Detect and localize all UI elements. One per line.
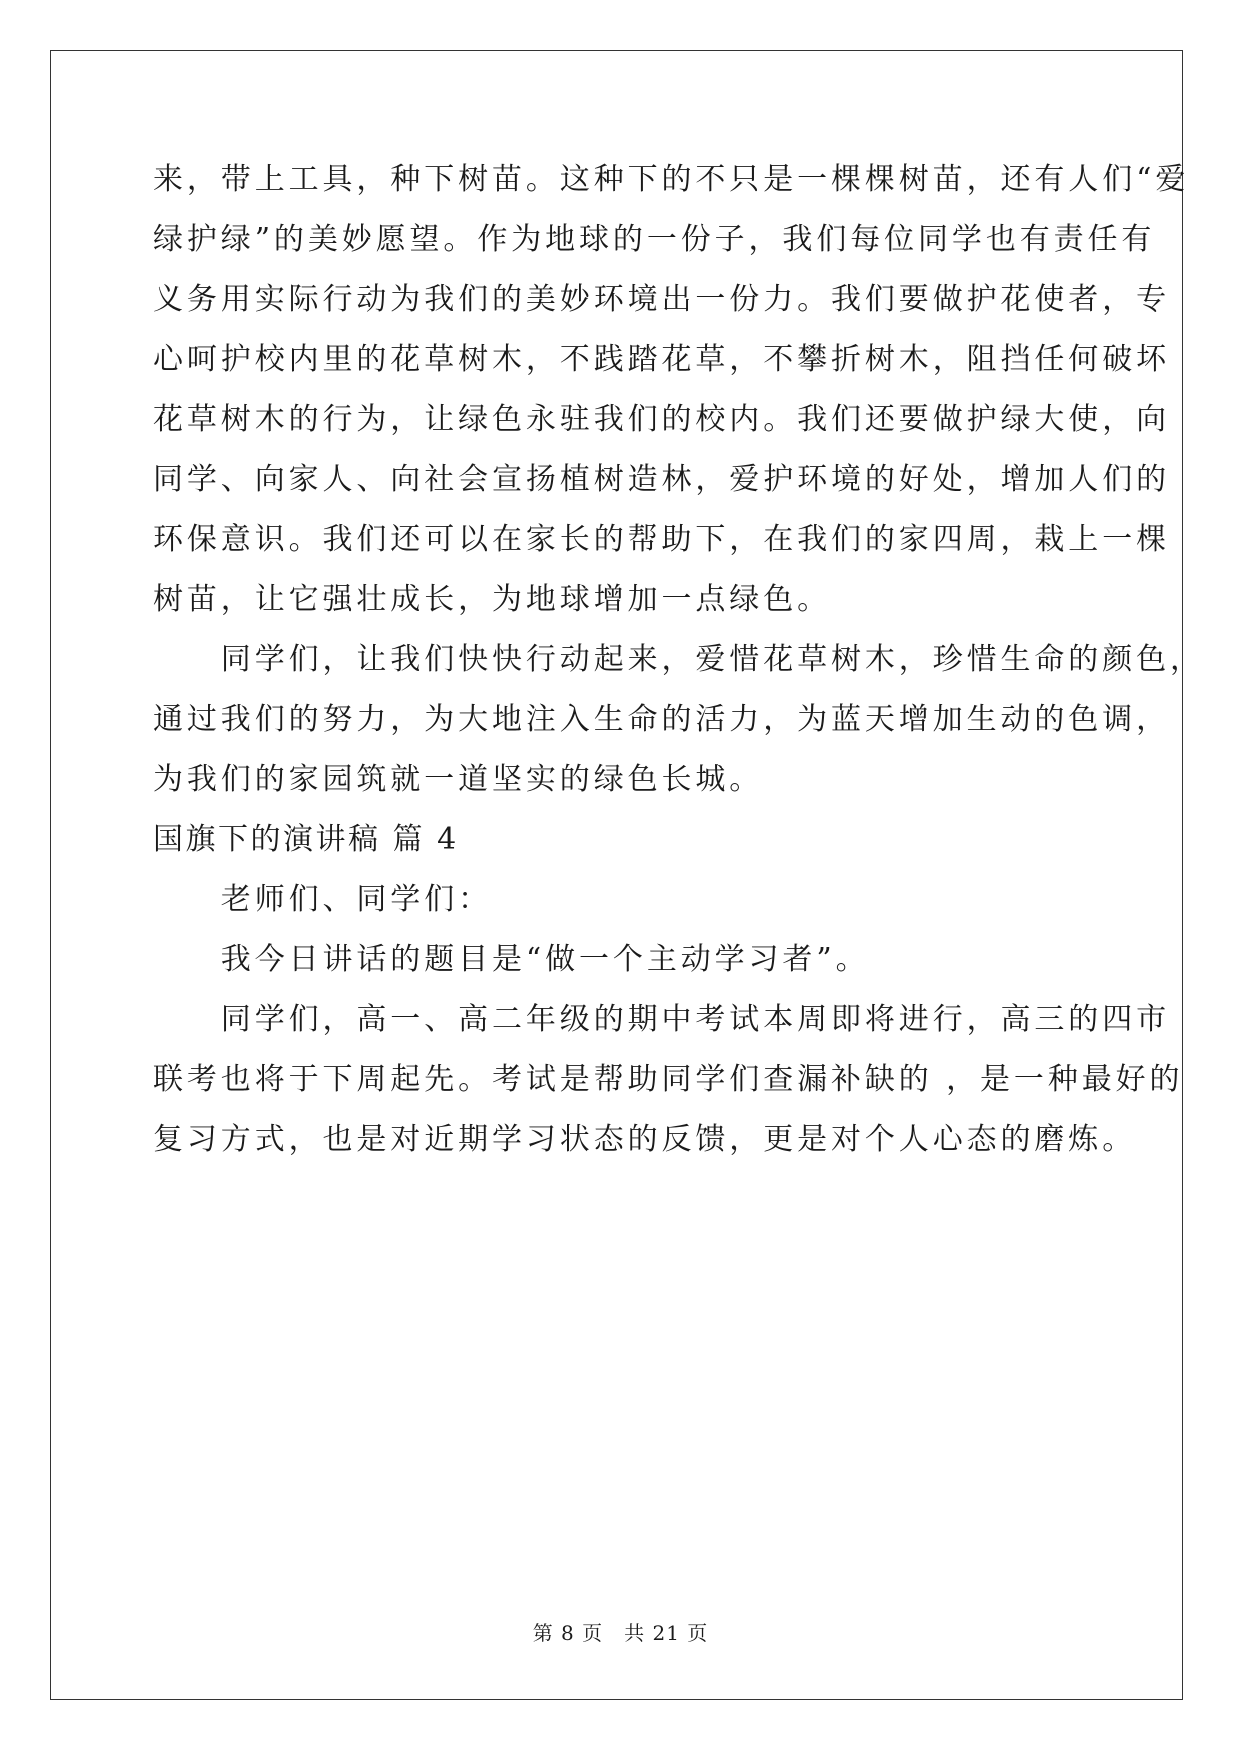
paragraph-line: 为我们的家园筑就一道坚实的绿色长城。: [153, 762, 764, 797]
paragraph-line: 义务用实际行动为我们的美妙环境出一份力。我们要做护花使者，专: [153, 282, 1170, 317]
paragraph-line: 我今日讲话的题目是“做一个主动学习者”。: [153, 942, 870, 977]
paragraph-line: 同学、向家人、向社会宣扬植树造林，爱护环境的好处，增加人们的: [153, 462, 1170, 497]
paragraph-line: 花草树木的行为，让绿色永驻我们的校内。我们还要做护绿大使，向: [153, 402, 1170, 437]
paragraph-line: 心呵护校内里的花草树木，不践踏花草，不攀折树木，阻挡任何破坏: [153, 342, 1170, 377]
paragraph-line: 同学们，高一、高二年级的期中考试本周即将进行，高三的四市: [153, 1002, 1170, 1037]
salutation-line: 老师们、同学们：: [153, 882, 492, 917]
document-body: [153, 158, 1204, 1178]
paragraph-line: 环保意识。我们还可以在家长的帮助下，在我们的家四周，栽上一棵: [153, 522, 1170, 557]
paragraph-line: 树苗，让它强壮成长，为地球增加一点绿色。: [153, 582, 831, 617]
paragraph-line: 通过我们的努力，为大地注入生命的活力，为蓝天增加生动的色调，: [153, 702, 1170, 737]
paragraph-line: 绿护绿”的美妙愿望。作为地球的一份子，我们每位同学也有责任有: [153, 222, 1156, 257]
page-number-footer: 第 8 页 共 21 页: [532, 1621, 709, 1645]
paragraph-line: 来，带上工具，种下树苗。这种下的不只是一棵棵树苗，还有人们“爱: [153, 162, 1190, 197]
section-heading: 国旗下的演讲稿 篇 4: [153, 822, 459, 857]
paragraph-line: 复习方式，也是对近期学习状态的反馈，更是对个人心态的磨炼。: [153, 1122, 1137, 1157]
paragraph-line: 联考也将于下周起先。考试是帮助同学们查漏补缺的 ，是一种最好的: [153, 1062, 1184, 1097]
paragraph-line: 同学们，让我们快快行动起来，爱惜花草树木，珍惜生命的颜色，: [153, 642, 1204, 677]
